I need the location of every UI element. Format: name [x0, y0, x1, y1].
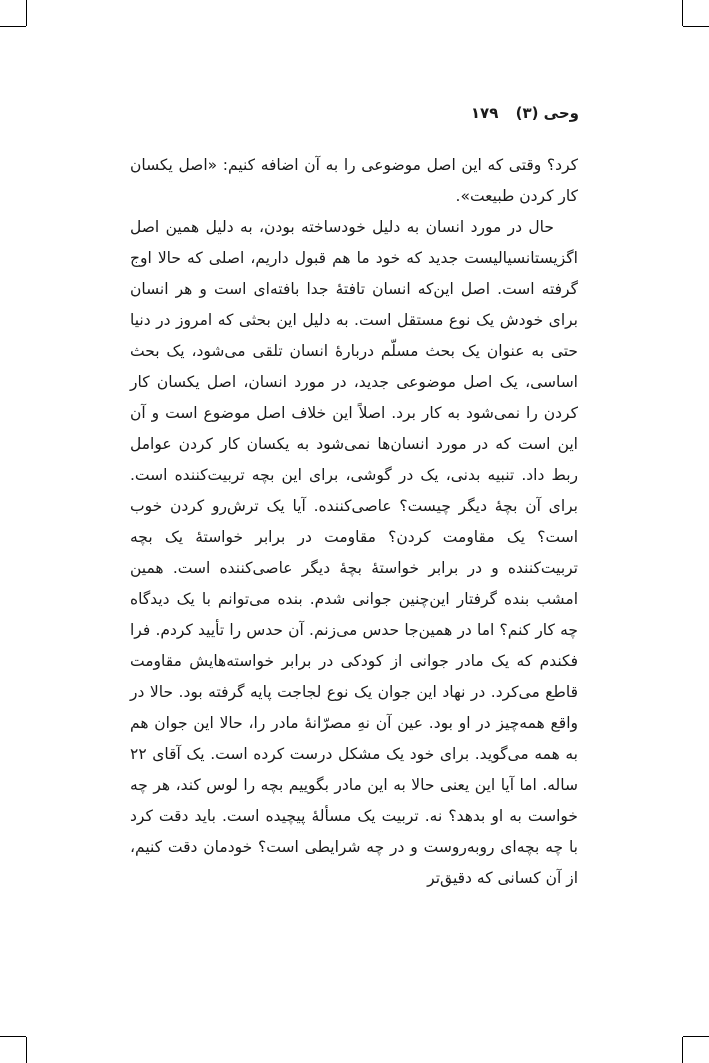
crop-mark-top-right-v — [682, 0, 683, 26]
body-text — [130, 150, 578, 894]
paragraph-1: کرد؟ وقتی که این اصل موضوعی را به آن اضافه کنیم: «اصل یکسان کار کردن طبیعت». — [130, 156, 578, 205]
crop-mark-top-right-h — [683, 26, 709, 27]
running-header — [459, 104, 579, 122]
crop-mark-bottom-right-v — [682, 1037, 683, 1063]
crop-mark-bottom-left-v — [26, 1037, 27, 1063]
paragraph-2: حال در مورد انسان به دلیل خودساخته بودن، به دلیل همین اصل اگزیستانسیالیست جدید که خود ما هم قبول داریم، اصلی که حالا اوج گرفته است. اصل این‌که انسان تافتهٔ جدا بافته‌ای است و هر انسان برای خودش یک نوع مستقل است. به دلیل این بحثی که امروز در دنیا حتی به عنوان یک بحث مسلّم دربارهٔ انسان تلقی می‌شود، یک بحث اساسی، یک اصل موضوعی جدید، در مورد انسان، اصل یکسان کار کردن را نمی‌شود به کار برد. اصلاً این خلاف اصل موضوع است و آن این است که در مورد انسان‌ها نمی‌شود به یکسان کار کردن عوامل ربط داد. تنبیه بدنی، یک در گوشی، برای این بچه تربیت‌کننده است. برای آن بچهٔ دیگر چیست؟ عاصی‌کننده. آیا یک ترش‌رو کردن خوب است؟ یک مقاومت کردن؟ مقاومت در برابر خواستهٔ یک بچه تربیت‌کننده و در برابر خواستهٔ بچهٔ دیگر عاصی‌کننده است. همین امشب بنده گرفتار این‌چنین جوانی شدم. بنده می‌توانم با یک دیدگاه چه کار کنم؟ اما در همین‌جا حدس می‌زنم. آن حدس را تأیید کردم. فرا فکندم که یک مادر جوانی از کودکی در برابر خواسته‌هایش مقاومت قاطع می‌کرد. در نهاد این جوان یک نوع لجاجت پایه گرفته بود. حالا در واقع همه‌چیز در او بود. عین آن نهِ مصرّانهٔ مادر را، حالا این جوان هم به همه می‌گوید. برای خود یک مشکل درست کرده است. یک آقای ۲۲ ساله. اما آیا این یعنی حالا به این مادر بگوییم بچه را لوس کند، هر چه خواست به او بدهد؟ نه. تربیت یک مسألهٔ پیچیده است. باید دقت کرد با چه بچه‌ای روبه‌روست و در چه شرایطی است؟ خودمان دقت کنیم، از آن کسانی که دقیق‌تر — [130, 218, 578, 887]
crop-mark-top-left-v — [26, 0, 27, 26]
crop-mark-bottom-left-h — [0, 1036, 26, 1037]
crop-mark-top-left-h — [0, 26, 26, 27]
crop-mark-bottom-right-h — [683, 1036, 709, 1037]
header-title: وحی (۳) — [515, 104, 579, 122]
page-number: ۱۷۹ — [470, 104, 499, 122]
